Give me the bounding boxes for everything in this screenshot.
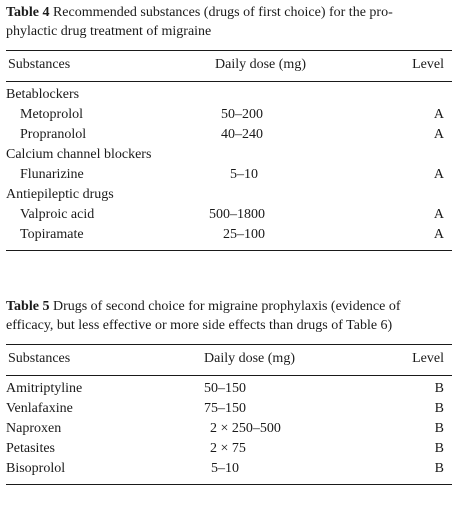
table-4-row [6,106,452,126]
table-4-row [6,126,452,146]
substance-name: Metoprolol [20,107,83,122]
table-4-group-row [6,86,452,106]
table-5-caption [6,297,452,335]
table-4-header-level: Level [412,57,444,72]
table-5 [6,297,452,485]
substance-name: Propranolol [20,127,87,142]
substance-name: Amitriptyline [6,381,83,396]
daily-dose: 2 × 250–500 [210,421,281,436]
table-5-row [6,460,452,480]
daily-dose: 50–150 [204,381,246,396]
evidence-level: A [433,227,444,242]
table-4-caption-line-1: Recommended substances (drugs of first choice) for the pro- [52,5,393,20]
table-5-row [6,380,452,400]
table-4-body [6,86,452,246]
substance-name: Valproic acid [20,207,95,222]
evidence-level: A [433,167,444,182]
substance-name: Venlafaxine [6,401,73,416]
substance-name: Flunarizine [20,167,84,182]
substance-group-name: Calcium channel blockers [6,147,152,162]
table-4-header-row [6,51,452,81]
daily-dose: 500–1800 [209,207,265,222]
table-4-row [6,166,452,186]
table-5-body [6,380,452,480]
table-4-bottom-rule [6,250,452,251]
table-5-header-row [6,345,452,375]
substance-name: Topiramate [20,227,84,242]
evidence-level: B [434,421,444,436]
table-5-bottom-rule [6,484,452,485]
substance-group-name: Betablockers [6,87,80,102]
table-4-row [6,226,452,246]
table-5-caption-line-1: Drugs of second choice for migraine prophylaxis (evidence of [52,299,401,314]
table-4-caption-line-2: phylactic drug treatment of migraine [6,24,212,39]
table-5-header-substances: Substances [8,351,71,366]
table-5-header-dose: Daily dose (mg) [204,351,295,366]
evidence-level: B [434,401,444,416]
evidence-level: B [434,461,444,476]
daily-dose: 2 × 75 [210,441,246,456]
evidence-level: B [434,441,444,456]
table-5-caption-line-2: efficacy, but less effective or more side effects than drugs of Table 6) [6,318,393,333]
table-4-row [6,206,452,226]
daily-dose: 25–100 [223,227,265,242]
table-5-row [6,420,452,440]
daily-dose: 5–10 [211,461,239,476]
evidence-level: A [433,207,444,222]
table-4-label: Table 4 [6,5,50,20]
table-4-header-dose: Daily dose (mg) [215,57,306,72]
daily-dose: 5–10 [230,167,258,182]
table-4-group-row [6,186,452,206]
evidence-level: A [433,127,444,142]
evidence-level: B [434,381,444,396]
daily-dose: 40–240 [221,127,263,142]
daily-dose: 75–150 [204,401,246,416]
table-5-row [6,440,452,460]
evidence-level: A [433,107,444,122]
table-5-row [6,400,452,420]
substance-name: Naproxen [6,421,62,436]
substance-name: Bisoprolol [6,461,66,476]
table-4-header-substances: Substances [8,57,71,72]
table-4-caption [6,3,452,41]
table-5-header-level: Level [412,351,444,366]
substance-name: Petasites [6,441,55,456]
table-5-label: Table 5 [6,299,50,314]
table-4-group-row [6,146,452,166]
daily-dose: 50–200 [221,107,263,122]
table-4 [6,3,452,251]
substance-group-name: Antiepileptic drugs [6,187,114,202]
